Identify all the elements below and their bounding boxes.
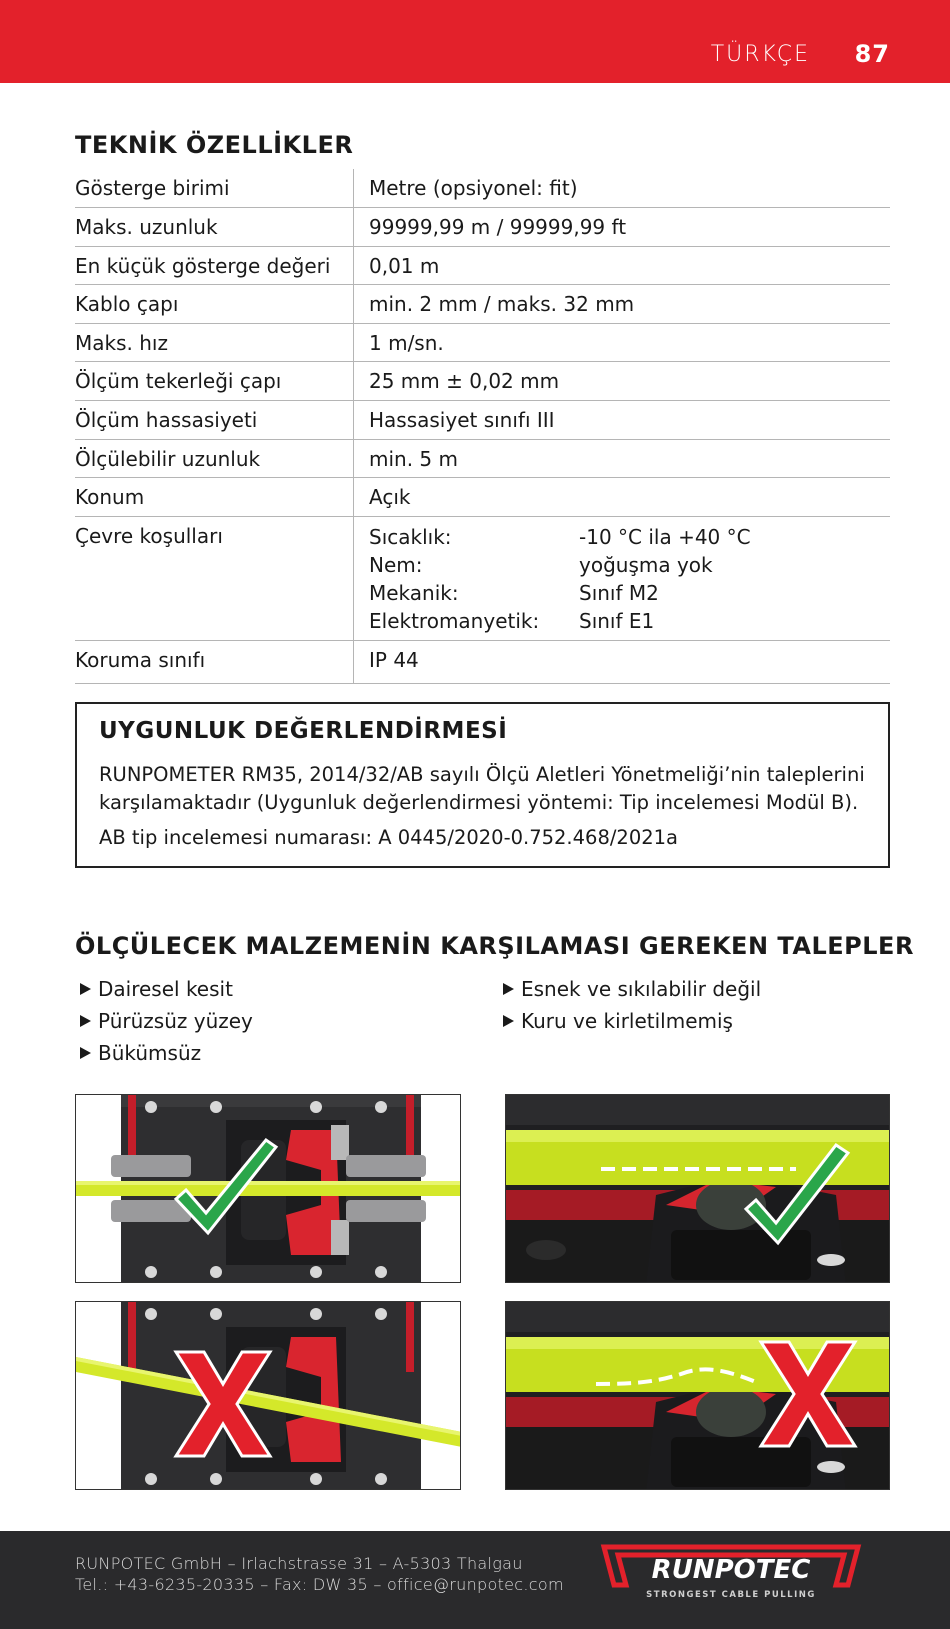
spec-key: Maks. hız xyxy=(75,330,168,355)
env-label: Sıcaklık: xyxy=(369,524,452,549)
spec-key: Maks. uzunluk xyxy=(75,215,218,240)
conformity-box xyxy=(75,702,890,868)
table-row xyxy=(75,208,890,247)
conformity-text-1: RUNPOMETER RM35, 2014/32/AB sayılı Ölçü Aletleri Yönetmeliği’nin taleplerini xyxy=(99,763,865,786)
table-row xyxy=(75,439,890,478)
table-row xyxy=(75,323,890,362)
list-item-label: Dairesel kesit xyxy=(98,977,233,1001)
spec-value: Açık xyxy=(369,485,411,510)
photo-soft-cable-wrong xyxy=(505,1301,890,1490)
spec-value: 25 mm ± 0,02 mm xyxy=(369,369,560,394)
logo-text: RUNPOTEC xyxy=(651,1555,811,1585)
spec-table xyxy=(75,169,890,684)
spec-key: Ölçüm tekerleği çapı xyxy=(75,369,282,394)
conformity-title: UYGUNLUK DEĞERLENDİRMESİ xyxy=(99,718,508,744)
spec-value: Hassasiyet sınıfı III xyxy=(369,408,555,433)
spec-key: Kablo çapı xyxy=(75,292,179,317)
env-label: Elektromanyetik: xyxy=(369,608,540,633)
table-row xyxy=(75,640,890,683)
page-number: 87 xyxy=(854,40,890,68)
list-item xyxy=(499,1005,761,1037)
spec-value: min. 5 m xyxy=(369,446,458,471)
list-item-label: Pürüzsüz yüzey xyxy=(98,1009,253,1033)
table-row-environment xyxy=(75,516,890,640)
footer xyxy=(0,1531,950,1629)
env-label: Nem: xyxy=(369,552,423,577)
photo-stiff-cable-ok xyxy=(505,1094,890,1283)
env-value: -10 °C ila +40 °C xyxy=(579,524,751,549)
bullet-arrow-icon xyxy=(80,1015,91,1027)
list-item xyxy=(76,1037,253,1069)
spec-value: 0,01 m xyxy=(369,253,440,278)
address-line-1: RUNPOTEC GmbH – Irlachstrasse 31 – A-5303 Thalgau xyxy=(75,1554,523,1573)
spec-key: Koruma sınıfı xyxy=(75,647,206,672)
spec-value: IP 44 xyxy=(369,647,419,672)
spec-title: TEKNİK ÖZELLİKLER xyxy=(75,131,354,159)
runpotec-logo xyxy=(596,1541,866,1603)
header-bar xyxy=(0,0,950,83)
bullet-arrow-icon xyxy=(80,983,91,995)
list-item-label: Bükümsüz xyxy=(98,1041,202,1065)
address-line-2: Tel.: +43-6235-20335 – Fax: DW 35 – office@runpotec.com xyxy=(75,1575,564,1594)
photo-bent-cable-wrong xyxy=(75,1301,461,1490)
footer-address xyxy=(75,1553,564,1595)
spec-key: En küçük gösterge değeri xyxy=(75,253,331,278)
list-item xyxy=(499,973,761,1005)
list-item-label: Kuru ve kirletilmemiş xyxy=(521,1009,733,1033)
table-row xyxy=(75,169,890,208)
bullet-arrow-icon xyxy=(503,1015,514,1027)
spec-value: Metre (opsiyonel: fit) xyxy=(369,176,578,200)
table-row xyxy=(75,362,890,401)
env-value: yoğuşma yok xyxy=(579,552,713,577)
table-row xyxy=(75,246,890,285)
requirements-title: ÖLÇÜLECEK MALZEMENİN KARŞILAMASI GEREKEN TALEPLER xyxy=(75,932,914,960)
table-row xyxy=(75,401,890,440)
conformity-text-2: karşılamaktadır (Uygunluk değerlendirmesi yöntemi: Tip incelemesi Modül B). xyxy=(99,791,859,814)
table-row xyxy=(75,478,890,517)
bullet-arrow-icon xyxy=(503,983,514,995)
requirements-list-right xyxy=(499,973,761,1037)
list-item-label: Esnek ve sıkılabilir değil xyxy=(521,977,762,1001)
environment-grid xyxy=(369,517,890,640)
env-value: Sınıf M2 xyxy=(579,580,659,605)
logo-tagline: STRONGEST CABLE PULLING xyxy=(646,1590,816,1600)
spec-key: Ölçülebilir uzunluk xyxy=(75,446,261,471)
language-label: TÜRKÇE xyxy=(710,42,810,67)
spec-key: Gösterge birimi xyxy=(75,176,230,200)
bullet-arrow-icon xyxy=(80,1047,91,1059)
photo-straight-cable-ok xyxy=(75,1094,461,1283)
spec-key: Konum xyxy=(75,485,145,510)
spec-key: Çevre koşulları xyxy=(75,523,223,548)
spec-key: Ölçüm hassasiyeti xyxy=(75,408,258,433)
spec-value: 99999,99 m / 99999,99 ft xyxy=(369,215,627,240)
spec-value: 1 m/sn. xyxy=(369,330,444,355)
list-item xyxy=(76,1005,253,1037)
spec-value: min. 2 mm / maks. 32 mm xyxy=(369,292,635,317)
conformity-number: AB tip incelemesi numarası: A 0445/2020-0.752.468/2021a xyxy=(99,826,678,849)
table-row xyxy=(75,285,890,324)
env-value: Sınıf E1 xyxy=(579,608,655,633)
env-label: Mekanik: xyxy=(369,580,459,605)
requirements-list-left xyxy=(76,973,253,1069)
list-item xyxy=(76,973,253,1005)
